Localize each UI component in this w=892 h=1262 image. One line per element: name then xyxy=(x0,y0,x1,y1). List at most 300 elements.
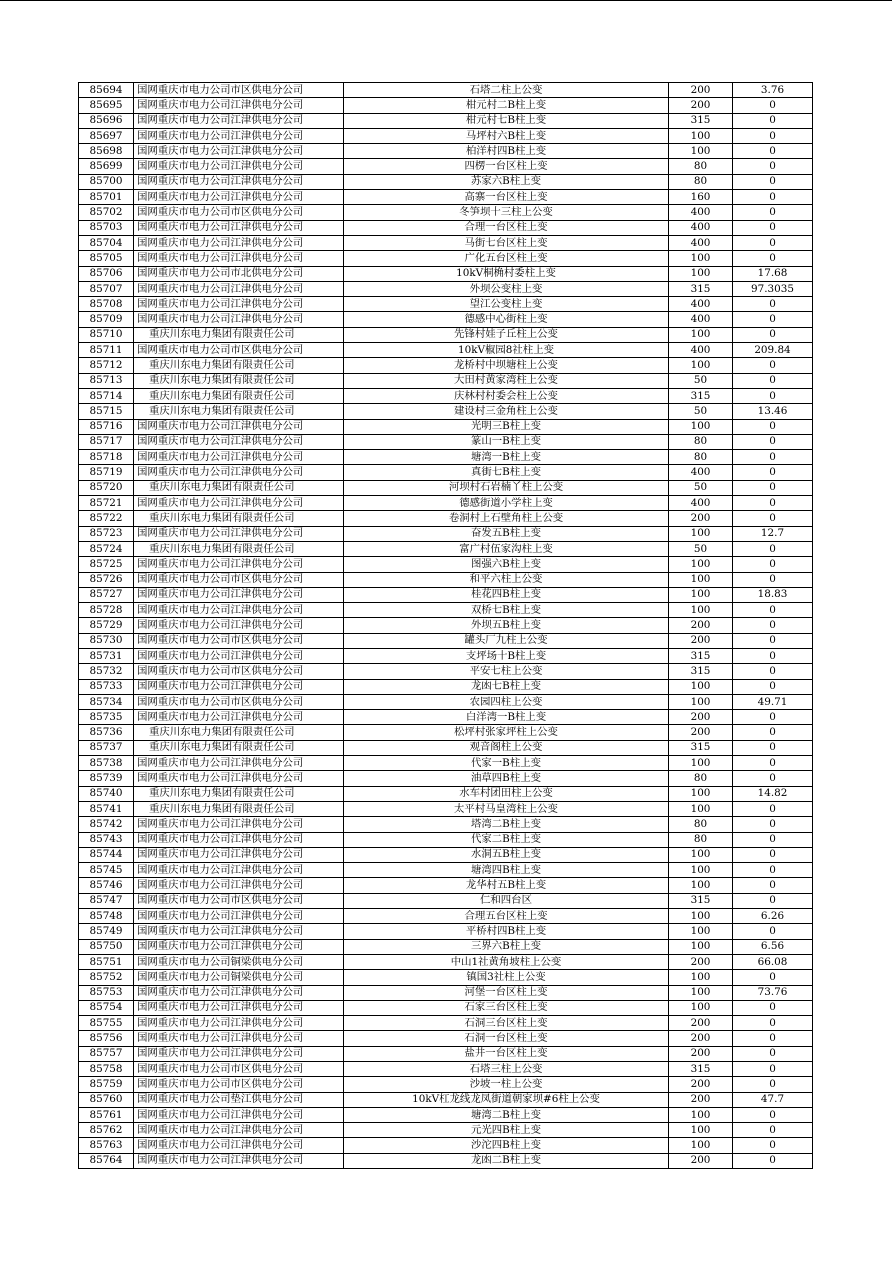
row-id-cell: 85715 xyxy=(79,404,134,419)
capacity-cell: 100 xyxy=(669,1123,733,1138)
row-id-cell: 85714 xyxy=(79,388,134,403)
value-cell: 0 xyxy=(733,817,813,832)
row-id-cell: 85741 xyxy=(79,801,134,816)
value-cell: 0 xyxy=(733,174,813,189)
company-cell: 国网重庆市电力公司江津供电分公司 xyxy=(134,710,344,725)
transformer-name-cell: 塘湾一B柱上变 xyxy=(344,450,669,465)
transformer-name-cell: 奋发五B柱上变 xyxy=(344,526,669,541)
company-cell: 国网重庆市电力公司江津供电分公司 xyxy=(134,465,344,480)
value-cell: 0 xyxy=(733,190,813,205)
table-row xyxy=(79,358,813,373)
value-cell: 0 xyxy=(733,312,813,327)
row-id-cell: 85740 xyxy=(79,786,134,801)
capacity-cell: 200 xyxy=(669,511,733,526)
transformer-name-cell: 柏洋村四B柱上变 xyxy=(344,144,669,159)
value-cell: 12.7 xyxy=(733,526,813,541)
transformer-name-cell: 罐头厂九柱上公变 xyxy=(344,633,669,648)
table-row xyxy=(79,450,813,465)
value-cell: 0 xyxy=(733,541,813,556)
capacity-cell: 200 xyxy=(669,618,733,633)
capacity-cell: 100 xyxy=(669,1107,733,1122)
row-id-cell: 85705 xyxy=(79,251,134,266)
transformer-name-cell: 双桥七B柱上变 xyxy=(344,603,669,618)
table-row xyxy=(79,1016,813,1031)
table-row xyxy=(79,587,813,602)
table-row xyxy=(79,297,813,312)
table-row xyxy=(79,1092,813,1107)
company-cell: 国网重庆市电力公司江津供电分公司 xyxy=(134,1031,344,1046)
table-row xyxy=(79,281,813,296)
capacity-cell: 200 xyxy=(669,1016,733,1031)
transformer-name-cell: 真街七B柱上变 xyxy=(344,465,669,480)
company-cell: 国网重庆市电力公司江津供电分公司 xyxy=(134,159,344,174)
transformer-name-cell: 水车村团田柱上公变 xyxy=(344,786,669,801)
value-cell: 0 xyxy=(733,235,813,250)
transformer-name-cell: 平桥村四B柱上变 xyxy=(344,924,669,939)
table-row xyxy=(79,174,813,189)
table-row xyxy=(79,327,813,342)
capacity-cell: 200 xyxy=(669,633,733,648)
table-row xyxy=(79,679,813,694)
capacity-cell: 100 xyxy=(669,847,733,862)
capacity-cell: 315 xyxy=(669,740,733,755)
company-cell: 国网重庆市电力公司江津供电分公司 xyxy=(134,434,344,449)
value-cell: 0 xyxy=(733,710,813,725)
capacity-cell: 100 xyxy=(669,679,733,694)
row-id-cell: 85720 xyxy=(79,480,134,495)
capacity-cell: 100 xyxy=(669,909,733,924)
value-cell: 0 xyxy=(733,251,813,266)
transformer-name-cell: 元光四B柱上变 xyxy=(344,1123,669,1138)
value-cell: 17.68 xyxy=(733,266,813,281)
company-cell: 国网重庆市电力公司江津供电分公司 xyxy=(134,1123,344,1138)
capacity-cell: 400 xyxy=(669,205,733,220)
capacity-cell: 100 xyxy=(669,756,733,771)
capacity-cell: 100 xyxy=(669,603,733,618)
row-id-cell: 85699 xyxy=(79,159,134,174)
table-row xyxy=(79,786,813,801)
row-id-cell: 85708 xyxy=(79,297,134,312)
transformer-name-cell: 和平六柱上公变 xyxy=(344,572,669,587)
company-cell: 国网重庆市电力公司江津供电分公司 xyxy=(134,587,344,602)
company-cell: 国网重庆市电力公司江津供电分公司 xyxy=(134,603,344,618)
capacity-cell: 315 xyxy=(669,281,733,296)
transformer-name-cell: 外坝公变柱上变 xyxy=(344,281,669,296)
value-cell: 0 xyxy=(733,1123,813,1138)
table-row xyxy=(79,83,813,98)
company-cell: 国网重庆市电力公司江津供电分公司 xyxy=(134,648,344,663)
transformer-name-cell: 中山1社黄角坡柱上公变 xyxy=(344,954,669,969)
transformer-name-cell: 合理一台区柱上变 xyxy=(344,220,669,235)
row-id-cell: 85731 xyxy=(79,648,134,663)
company-cell: 国网重庆市电力公司江津供电分公司 xyxy=(134,618,344,633)
value-cell: 0 xyxy=(733,434,813,449)
table-row xyxy=(79,1107,813,1122)
table-row xyxy=(79,235,813,250)
table-row xyxy=(79,1153,813,1168)
value-cell: 18.83 xyxy=(733,587,813,602)
table-row xyxy=(79,373,813,388)
table-body xyxy=(79,83,813,1169)
transformer-name-cell: 观音阁柱上公变 xyxy=(344,740,669,755)
transformer-name-cell: 龙桥村中坝塘柱上公变 xyxy=(344,358,669,373)
transformer-name-cell: 石塔二柱上公变 xyxy=(344,83,669,98)
value-cell: 0 xyxy=(733,801,813,816)
row-id-cell: 85746 xyxy=(79,878,134,893)
row-id-cell: 85697 xyxy=(79,128,134,143)
capacity-cell: 315 xyxy=(669,648,733,663)
transformer-name-cell: 石洞三台区柱上变 xyxy=(344,1016,669,1031)
value-cell: 0 xyxy=(733,572,813,587)
company-cell: 国网重庆市电力公司江津供电分公司 xyxy=(134,1138,344,1153)
company-cell: 重庆川东电力集团有限责任公司 xyxy=(134,541,344,556)
row-id-cell: 85758 xyxy=(79,1062,134,1077)
transformer-name-cell: 大田村黄家湾柱上公变 xyxy=(344,373,669,388)
value-cell: 0 xyxy=(733,603,813,618)
table-row xyxy=(79,1123,813,1138)
company-cell: 国网重庆市电力公司江津供电分公司 xyxy=(134,878,344,893)
company-cell: 国网重庆市电力公司市区供电分公司 xyxy=(134,893,344,908)
table-row xyxy=(79,893,813,908)
value-cell: 0 xyxy=(733,756,813,771)
transformer-name-cell: 桂花四B柱上变 xyxy=(344,587,669,602)
transformer-name-cell: 水洞五B柱上变 xyxy=(344,847,669,862)
row-id-cell: 85760 xyxy=(79,1092,134,1107)
capacity-cell: 100 xyxy=(669,251,733,266)
table-row xyxy=(79,801,813,816)
row-id-cell: 85751 xyxy=(79,954,134,969)
capacity-cell: 200 xyxy=(669,83,733,98)
value-cell: 0 xyxy=(733,144,813,159)
row-id-cell: 85702 xyxy=(79,205,134,220)
table-row xyxy=(79,557,813,572)
transformer-name-cell: 外坝五B柱上变 xyxy=(344,618,669,633)
row-id-cell: 85743 xyxy=(79,832,134,847)
table-row xyxy=(79,388,813,403)
transformer-name-cell: 10kV椒园8社柱上变 xyxy=(344,343,669,358)
row-id-cell: 85717 xyxy=(79,434,134,449)
value-cell: 0 xyxy=(733,893,813,908)
capacity-cell: 100 xyxy=(669,327,733,342)
transformer-name-cell: 广化五台区柱上变 xyxy=(344,251,669,266)
value-cell: 3.76 xyxy=(733,83,813,98)
value-cell: 0 xyxy=(733,771,813,786)
value-cell: 0 xyxy=(733,970,813,985)
transformer-name-cell: 图强六B柱上变 xyxy=(344,557,669,572)
row-id-cell: 85762 xyxy=(79,1123,134,1138)
value-cell: 0 xyxy=(733,1153,813,1168)
transformer-name-cell: 农园四柱上公变 xyxy=(344,694,669,709)
transformer-name-cell: 河堡一台区柱上变 xyxy=(344,985,669,1000)
transformer-name-cell: 支坪场十B柱上变 xyxy=(344,648,669,663)
transformer-name-cell: 10kV桐桷村委柱上变 xyxy=(344,266,669,281)
capacity-cell: 315 xyxy=(669,388,733,403)
transformer-name-cell: 苏家六B柱上变 xyxy=(344,174,669,189)
capacity-cell: 200 xyxy=(669,98,733,113)
capacity-cell: 80 xyxy=(669,450,733,465)
company-cell: 国网重庆市电力公司市区供电分公司 xyxy=(134,1062,344,1077)
capacity-cell: 100 xyxy=(669,419,733,434)
transformer-name-cell: 石洞一台区柱上变 xyxy=(344,1031,669,1046)
row-id-cell: 85694 xyxy=(79,83,134,98)
row-id-cell: 85752 xyxy=(79,970,134,985)
transformer-name-cell: 先锋村娃子丘柱上公变 xyxy=(344,327,669,342)
value-cell: 0 xyxy=(733,1016,813,1031)
capacity-cell: 315 xyxy=(669,664,733,679)
table-row xyxy=(79,266,813,281)
company-cell: 国网重庆市电力公司铜梁供电分公司 xyxy=(134,970,344,985)
capacity-cell: 100 xyxy=(669,863,733,878)
company-cell: 国网重庆市电力公司江津供电分公司 xyxy=(134,190,344,205)
row-id-cell: 85721 xyxy=(79,496,134,511)
row-id-cell: 85736 xyxy=(79,725,134,740)
transformer-name-cell: 平安七柱上公变 xyxy=(344,664,669,679)
company-cell: 国网重庆市电力公司江津供电分公司 xyxy=(134,679,344,694)
table-row xyxy=(79,710,813,725)
capacity-cell: 100 xyxy=(669,801,733,816)
value-cell: 6.26 xyxy=(733,909,813,924)
value-cell: 0 xyxy=(733,113,813,128)
value-cell: 0 xyxy=(733,1077,813,1092)
transformer-name-cell: 望江公变柱上变 xyxy=(344,297,669,312)
table-row xyxy=(79,863,813,878)
company-cell: 国网重庆市电力公司江津供电分公司 xyxy=(134,281,344,296)
row-id-cell: 85727 xyxy=(79,587,134,602)
company-cell: 国网重庆市电力公司市区供电分公司 xyxy=(134,205,344,220)
capacity-cell: 80 xyxy=(669,434,733,449)
row-id-cell: 85734 xyxy=(79,694,134,709)
row-id-cell: 85701 xyxy=(79,190,134,205)
transformer-name-cell: 柑元村七B柱上变 xyxy=(344,113,669,128)
value-cell: 0 xyxy=(733,98,813,113)
row-id-cell: 85761 xyxy=(79,1107,134,1122)
transformer-name-cell: 龙凼七B柱上变 xyxy=(344,679,669,694)
transformer-name-cell: 建设村三金角柱上公变 xyxy=(344,404,669,419)
capacity-cell: 200 xyxy=(669,725,733,740)
value-cell: 0 xyxy=(733,847,813,862)
value-cell: 0 xyxy=(733,480,813,495)
capacity-cell: 200 xyxy=(669,954,733,969)
value-cell: 0 xyxy=(733,496,813,511)
company-cell: 重庆川东电力集团有限责任公司 xyxy=(134,388,344,403)
row-id-cell: 85716 xyxy=(79,419,134,434)
transformer-name-cell: 富广村伍家沟柱上变 xyxy=(344,541,669,556)
value-cell: 0 xyxy=(733,327,813,342)
transformer-name-cell: 油草四B柱上变 xyxy=(344,771,669,786)
company-cell: 国网重庆市电力公司江津供电分公司 xyxy=(134,1153,344,1168)
value-cell: 0 xyxy=(733,388,813,403)
transformer-name-cell: 合理五台区柱上变 xyxy=(344,909,669,924)
row-id-cell: 85698 xyxy=(79,144,134,159)
capacity-cell: 100 xyxy=(669,1138,733,1153)
value-cell: 0 xyxy=(733,1062,813,1077)
row-id-cell: 85755 xyxy=(79,1016,134,1031)
row-id-cell: 85756 xyxy=(79,1031,134,1046)
capacity-cell: 315 xyxy=(669,113,733,128)
table-row xyxy=(79,694,813,709)
transformer-name-cell: 马街七台区柱上变 xyxy=(344,235,669,250)
row-id-cell: 85710 xyxy=(79,327,134,342)
table-row xyxy=(79,159,813,174)
capacity-cell: 100 xyxy=(669,266,733,281)
company-cell: 重庆川东电力集团有限责任公司 xyxy=(134,327,344,342)
transformer-name-cell: 太平村马皇湾柱上公变 xyxy=(344,801,669,816)
transformer-name-cell: 石塔三柱上公变 xyxy=(344,1062,669,1077)
company-cell: 国网重庆市电力公司江津供电分公司 xyxy=(134,817,344,832)
transformer-name-cell: 仁和四台区 xyxy=(344,893,669,908)
transformer-name-cell: 沙沱四B柱上变 xyxy=(344,1138,669,1153)
table-row xyxy=(79,541,813,556)
capacity-cell: 200 xyxy=(669,1153,733,1168)
company-cell: 国网重庆市电力公司江津供电分公司 xyxy=(134,450,344,465)
capacity-cell: 50 xyxy=(669,541,733,556)
value-cell: 0 xyxy=(733,128,813,143)
capacity-cell: 315 xyxy=(669,893,733,908)
value-cell: 73.76 xyxy=(733,985,813,1000)
transformer-name-cell: 高寨一台区柱上变 xyxy=(344,190,669,205)
table-row xyxy=(79,572,813,587)
row-id-cell: 85759 xyxy=(79,1077,134,1092)
capacity-cell: 400 xyxy=(669,235,733,250)
row-id-cell: 85757 xyxy=(79,1046,134,1061)
transformer-name-cell: 四楞一台区柱上变 xyxy=(344,159,669,174)
capacity-cell: 200 xyxy=(669,710,733,725)
value-cell: 66.08 xyxy=(733,954,813,969)
capacity-cell: 100 xyxy=(669,970,733,985)
transformer-name-cell: 白洋湾一B柱上变 xyxy=(344,710,669,725)
row-id-cell: 85763 xyxy=(79,1138,134,1153)
table-row xyxy=(79,1138,813,1153)
table-row xyxy=(79,633,813,648)
row-id-cell: 85754 xyxy=(79,1000,134,1015)
row-id-cell: 85725 xyxy=(79,557,134,572)
capacity-cell: 315 xyxy=(669,1062,733,1077)
company-cell: 国网重庆市电力公司江津供电分公司 xyxy=(134,924,344,939)
transformer-name-cell: 光明三B柱上变 xyxy=(344,419,669,434)
table-row xyxy=(79,496,813,511)
table-row xyxy=(79,1031,813,1046)
value-cell: 0 xyxy=(733,878,813,893)
table-row xyxy=(79,220,813,235)
capacity-cell: 100 xyxy=(669,358,733,373)
company-cell: 国网重庆市电力公司铜梁供电分公司 xyxy=(134,954,344,969)
company-cell: 国网重庆市电力公司市区供电分公司 xyxy=(134,343,344,358)
capacity-cell: 100 xyxy=(669,526,733,541)
company-cell: 国网重庆市电力公司江津供电分公司 xyxy=(134,251,344,266)
capacity-cell: 100 xyxy=(669,694,733,709)
table-row xyxy=(79,190,813,205)
table-row xyxy=(79,1046,813,1061)
company-cell: 国网重庆市电力公司市区供电分公司 xyxy=(134,664,344,679)
row-id-cell: 85728 xyxy=(79,603,134,618)
capacity-cell: 400 xyxy=(669,220,733,235)
value-cell: 0 xyxy=(733,618,813,633)
transformer-name-cell: 柑元村二B柱上变 xyxy=(344,98,669,113)
value-cell: 0 xyxy=(733,511,813,526)
company-cell: 国网重庆市电力公司江津供电分公司 xyxy=(134,526,344,541)
table-row xyxy=(79,419,813,434)
company-cell: 国网重庆市电力公司江津供电分公司 xyxy=(134,756,344,771)
transformer-name-cell: 河坝村石岩楠丫柱上公变 xyxy=(344,480,669,495)
row-id-cell: 85750 xyxy=(79,939,134,954)
row-id-cell: 85753 xyxy=(79,985,134,1000)
value-cell: 0 xyxy=(733,1031,813,1046)
value-cell: 0 xyxy=(733,863,813,878)
row-id-cell: 85700 xyxy=(79,174,134,189)
capacity-cell: 100 xyxy=(669,786,733,801)
company-cell: 国网重庆市电力公司江津供电分公司 xyxy=(134,220,344,235)
value-cell: 0 xyxy=(733,159,813,174)
row-id-cell: 85742 xyxy=(79,817,134,832)
transformer-name-cell: 龙华村五B柱上变 xyxy=(344,878,669,893)
company-cell: 国网重庆市电力公司江津供电分公司 xyxy=(134,144,344,159)
row-id-cell: 85739 xyxy=(79,771,134,786)
company-cell: 国网重庆市电力公司江津供电分公司 xyxy=(134,113,344,128)
value-cell: 0 xyxy=(733,633,813,648)
capacity-cell: 50 xyxy=(669,480,733,495)
capacity-cell: 400 xyxy=(669,343,733,358)
company-cell: 国网重庆市电力公司市区供电分公司 xyxy=(134,572,344,587)
table-row xyxy=(79,1077,813,1092)
capacity-cell: 400 xyxy=(669,312,733,327)
company-cell: 重庆川东电力集团有限责任公司 xyxy=(134,725,344,740)
table-row xyxy=(79,343,813,358)
transformer-name-cell: 代家一B柱上变 xyxy=(344,756,669,771)
transformer-name-cell: 龙凼二B柱上变 xyxy=(344,1153,669,1168)
row-id-cell: 85747 xyxy=(79,893,134,908)
value-cell: 97.3035 xyxy=(733,281,813,296)
company-cell: 国网重庆市电力公司市北供电分公司 xyxy=(134,266,344,281)
table-row xyxy=(79,603,813,618)
table-row xyxy=(79,98,813,113)
transformer-name-cell: 盐井一台区柱上变 xyxy=(344,1046,669,1061)
row-id-cell: 85735 xyxy=(79,710,134,725)
value-cell: 0 xyxy=(733,725,813,740)
value-cell: 49.71 xyxy=(733,694,813,709)
table-row xyxy=(79,1000,813,1015)
row-id-cell: 85764 xyxy=(79,1153,134,1168)
company-cell: 国网重庆市电力公司江津供电分公司 xyxy=(134,1107,344,1122)
table-row xyxy=(79,1062,813,1077)
company-cell: 国网重庆市电力公司江津供电分公司 xyxy=(134,985,344,1000)
company-cell: 重庆川东电力集团有限责任公司 xyxy=(134,511,344,526)
company-cell: 国网重庆市电力公司市区供电分公司 xyxy=(134,694,344,709)
row-id-cell: 85696 xyxy=(79,113,134,128)
row-id-cell: 85695 xyxy=(79,98,134,113)
row-id-cell: 85704 xyxy=(79,235,134,250)
row-id-cell: 85712 xyxy=(79,358,134,373)
value-cell: 0 xyxy=(733,220,813,235)
table-row xyxy=(79,909,813,924)
company-cell: 国网重庆市电力公司江津供电分公司 xyxy=(134,832,344,847)
row-id-cell: 85732 xyxy=(79,664,134,679)
capacity-cell: 100 xyxy=(669,144,733,159)
company-cell: 国网重庆市电力公司市区供电分公司 xyxy=(134,1077,344,1092)
row-id-cell: 85706 xyxy=(79,266,134,281)
row-id-cell: 85733 xyxy=(79,679,134,694)
company-cell: 国网重庆市电力公司江津供电分公司 xyxy=(134,1016,344,1031)
table-row xyxy=(79,970,813,985)
row-id-cell: 85749 xyxy=(79,924,134,939)
table-row xyxy=(79,771,813,786)
capacity-cell: 100 xyxy=(669,1000,733,1015)
transformer-name-cell: 卷洞村上石壁角柱上公变 xyxy=(344,511,669,526)
company-cell: 国网重庆市电力公司江津供电分公司 xyxy=(134,1046,344,1061)
company-cell: 国网重庆市电力公司江津供电分公司 xyxy=(134,235,344,250)
table-row xyxy=(79,832,813,847)
value-cell: 0 xyxy=(733,297,813,312)
company-cell: 重庆川东电力集团有限责任公司 xyxy=(134,801,344,816)
